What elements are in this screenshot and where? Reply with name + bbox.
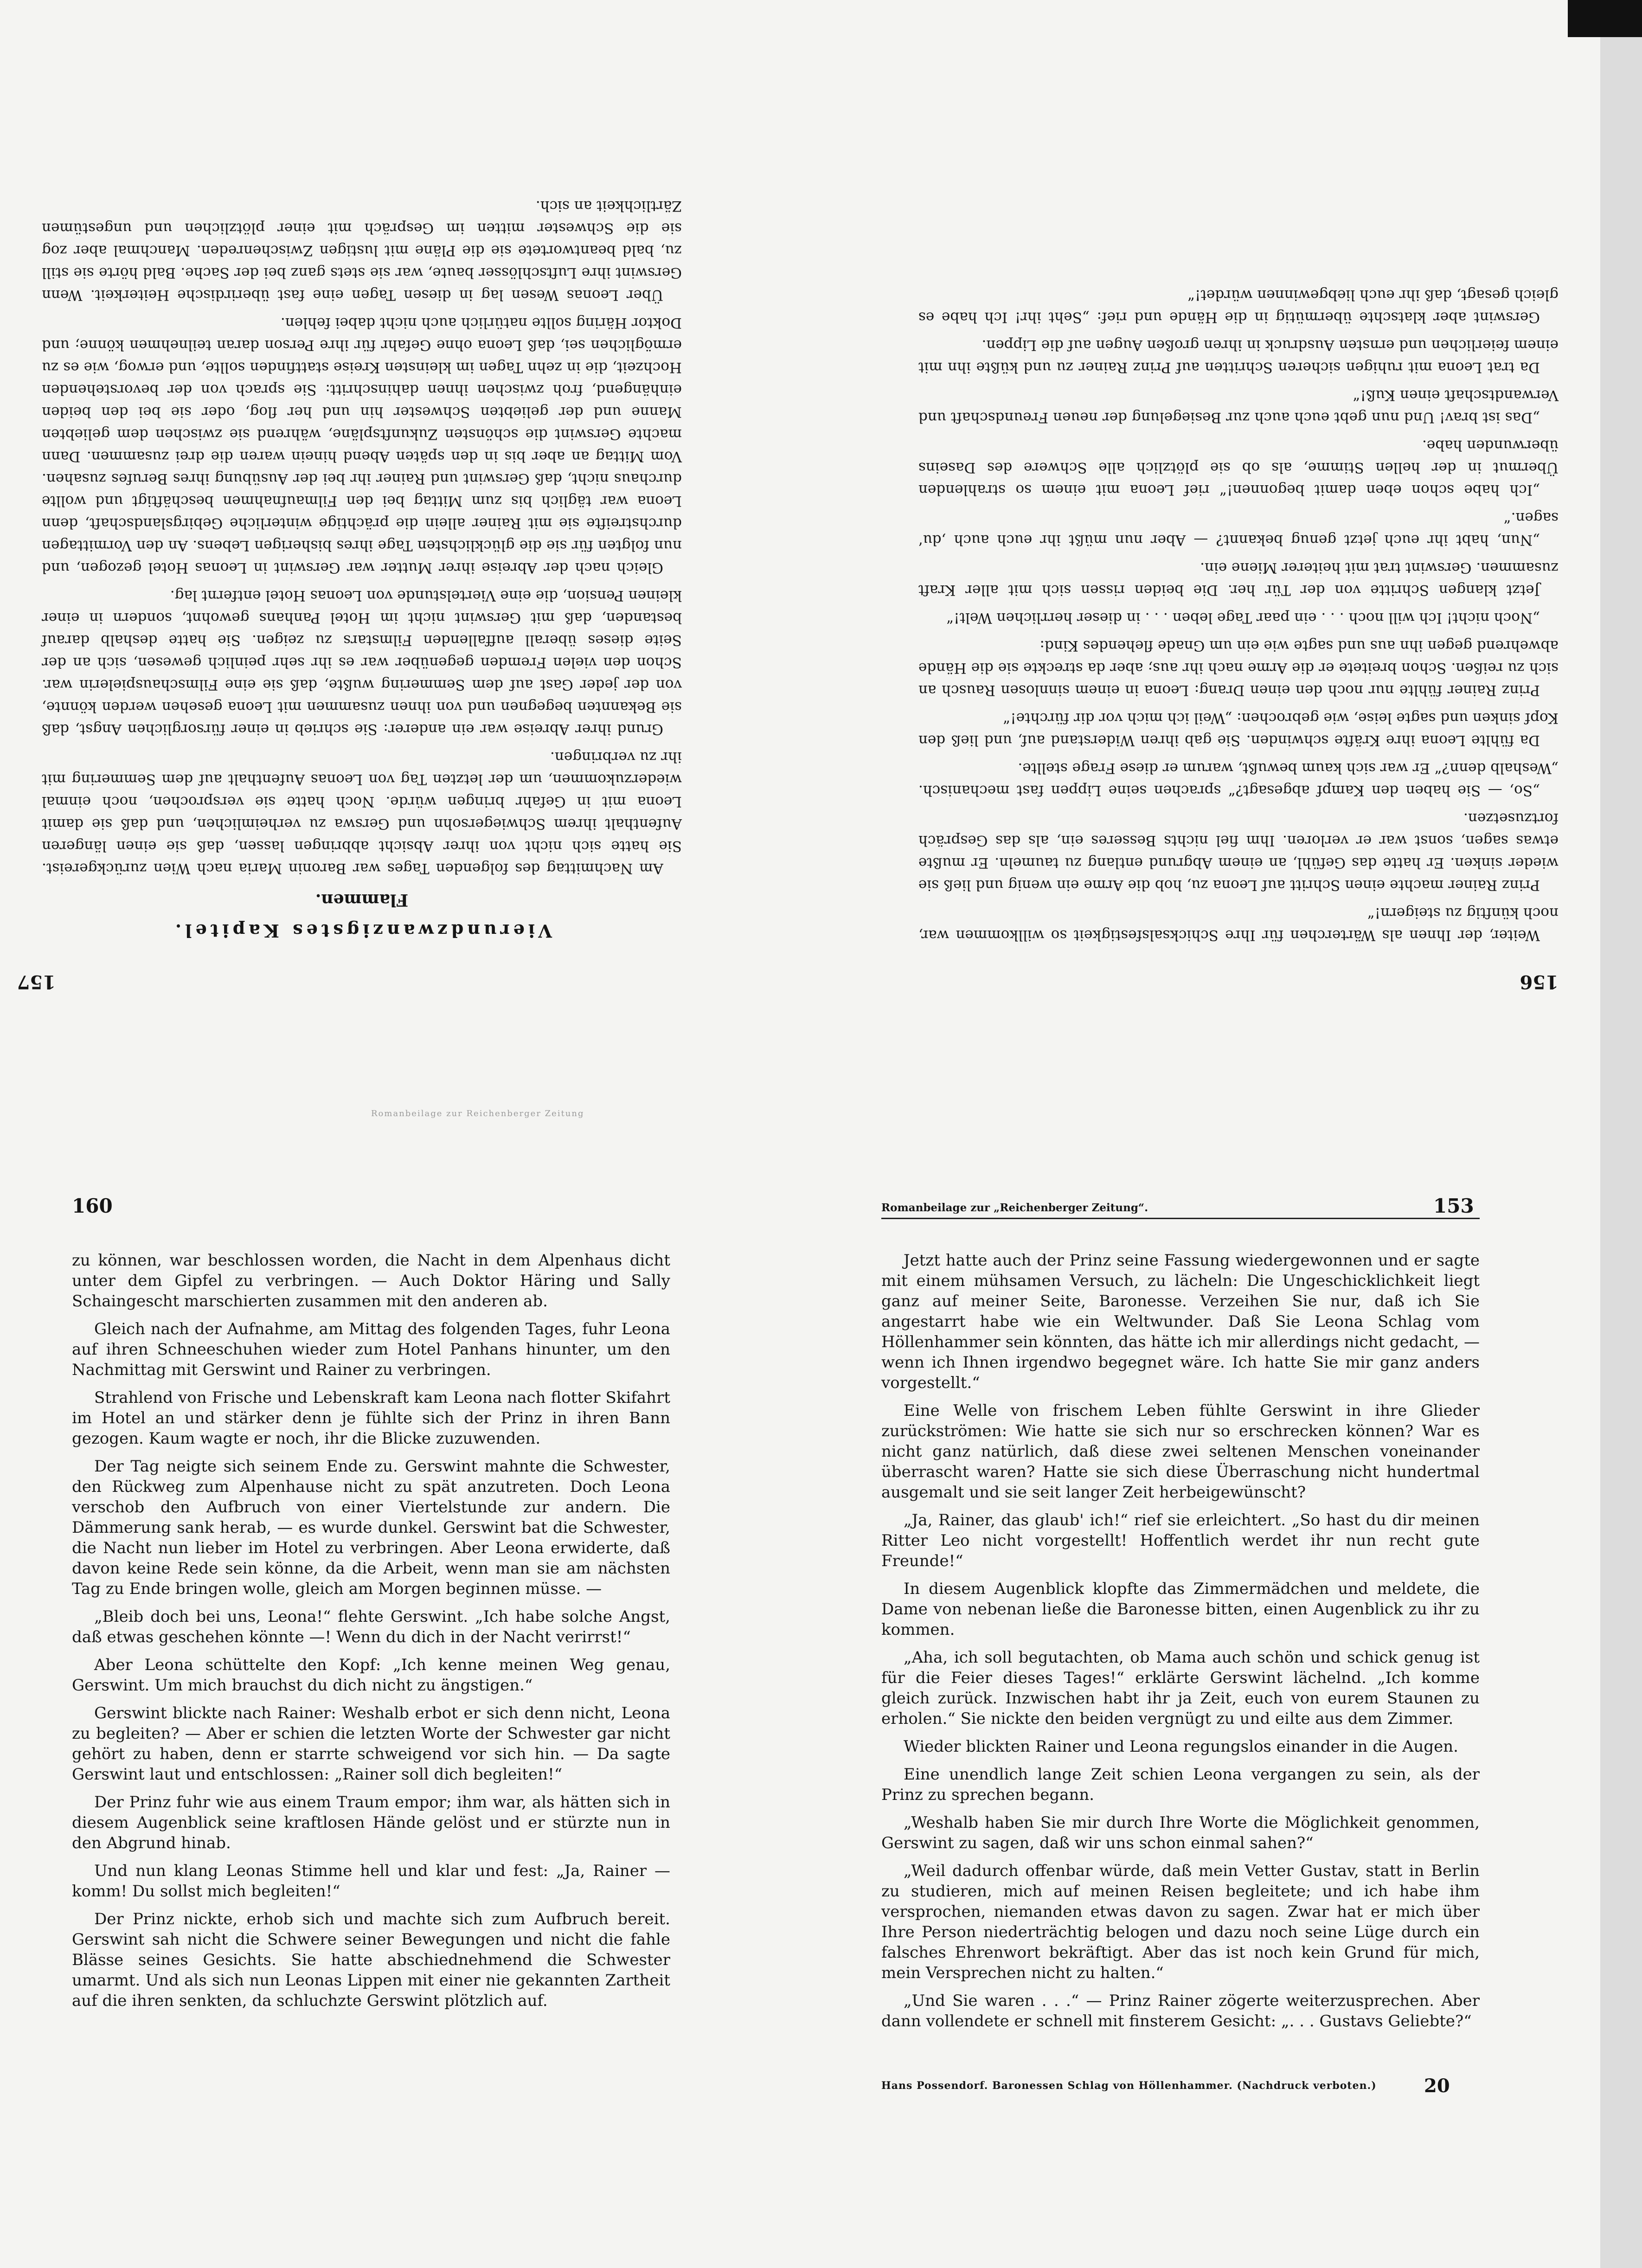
paragraph: Prinz Rainer fühlte nur noch den einen Drang: Leona in einem sinnlosen Rausch an sich zu reißen. Schon breitete er die Arme nach ihr aus; aber da streckte sie die Hände abwehrend gegen ihn aus und sagte wie ein um Gnade flehendes Kind: bbox=[918, 637, 1559, 699]
paragraph: Der Prinz nickte, erhob sich und machte sich zum Aufbruch bereit. Gerswint sah nicht die Schwere seiner Bewegungen und nicht die fahle Blässe seines Gesichts. Sie hatte abschiednehmend die Schwester umarmt. Und als sich nun Leonas Lippen mit einer nie gekannten Zartheit auf die ihren senkten, da schluchzte Gerswint plötzlich auf. bbox=[72, 1910, 670, 2010]
paragraph: Eine unendlich lange Zeit schien Leona vergangen zu sein, als der Prinz zu sprechen begann. bbox=[881, 1765, 1480, 1804]
page-number-156: 156 bbox=[1520, 971, 1559, 993]
paragraph: „Das ist brav! Und nun gebt euch auch zur Besiegelung der neuen Freundschaft und Verwandtschaft einen Kuß!“ bbox=[918, 387, 1559, 426]
paragraph: „Weshalb haben Sie mir durch Ihre Worte die Möglichkeit genommen, Gerswint zu sagen, daß wir uns schon einmal sahen?“ bbox=[881, 1813, 1480, 1852]
paragraph: Jetzt klangen Schritte von der Tür her. Die beiden rissen sich mit aller Kraft zusammen. Gerswint trat mit heiterer Miene ein. bbox=[918, 559, 1559, 598]
paragraph: Eine Welle von frischem Leben fühlte Gerswint in ihre Glieder zurückströmen: Wie hatte sie sich nur so erschrecken können? War es nicht ganz natürlich, daß diese zwei seltenen Menschen voneinander überrascht waren? Hatte sie sich diese Überraschung nicht hundertmal ausgemalt und sie seit langer Zeit herbeigewünscht? bbox=[881, 1401, 1480, 1502]
page-number-157: 157 bbox=[17, 971, 56, 993]
paragraph: „Nun, habt ihr euch jetzt genug bekannt? — Aber nun müßt ihr euch auch ‚du‘ sagen.“ bbox=[918, 509, 1559, 548]
paragraph: „So, — Sie haben den Kampf abgesagt?“ sprachen seine Lippen fast mechanisch. „Weshalb denn?“ Er war sich kaum bewußt, warum er diese Frage stellte. bbox=[918, 760, 1559, 799]
paragraph: „Und Sie waren . . .“ — Prinz Rainer zögerte weiterzusprechen. Aber dann vollendete er schnell mit finsterem Gesicht: „. . . Gustavs Geliebte?“ bbox=[881, 1992, 1480, 2030]
paragraph: Wieder blickten Rainer und Leona regungslos einander in die Augen. bbox=[904, 1737, 1458, 1756]
paragraph: Prinz Rainer machte einen Schritt auf Leona zu, hob die Arme ein wenig und ließ sie wieder sinken. Er hatte das Gefühl, an einem Abgrund entlang zu taumeln. Er mußte etwas sagen, sonst war er verloren. Ihm fiel nichts Besseres ein, als das Gespräch fortzusetzen. bbox=[918, 810, 1559, 893]
paragraph: In diesem Augenblick klopfte das Zimmermädchen und meldete, die Dame von nebenan ließe die Baronesse bitten, einen Augenblick zu ihr zu kommen. bbox=[881, 1580, 1480, 1639]
upside-down-pages bbox=[0, 0, 1600, 1021]
paragraph: Da trat Leona mit ruhigen sicheren Schritten auf Prinz Rainer zu und küßte ihn mit einem feierlichen und ernsten Ausdruck in ihren großen Augen auf die Lippen. bbox=[918, 337, 1559, 376]
sheet-number: 20 bbox=[1424, 2075, 1450, 2097]
paragraph: Und nun klang Leonas Stimme hell und klar und fest: „Ja, Rainer — komm! Du sollst mich begleiten!“ bbox=[72, 1862, 670, 1901]
paragraph: „Ich habe schon eben damit begonnen!“ rief Leona mit einem so strahlenden Übermut in der hellen Stimme, als ob sie plötzlich alle Schwere des Daseins überwunden habe. bbox=[918, 437, 1559, 498]
paragraph: Da fühlte Leona ihre Kräfte schwinden. Sie gab ihren Widerstand auf, und ließ den Kopf sinken und sagte leise, wie gebrochen: „Weil ich mich vor dir fürchte!“ bbox=[918, 710, 1559, 749]
paragraph: Jetzt hatte auch der Prinz seine Fassung wiedergewonnen und er sagte mit einem mühsamen Versuch, zu lächeln: Die Ungeschicklichkeit liegt ganz auf meiner Seite, Baronesse. Verzeihen Sie nur, daß ich Sie angestarrt habe wie ein Weltwunder. Daß Sie Leona Schlag vom Höllenhammer sein könnten, das hätte ich mir allerdings nicht gedacht, — wenn ich Ihnen irgendwo begegnet wäre. Ich hatte Sie mir ganz anders vorgestellt.“ bbox=[881, 1251, 1480, 1392]
scan-edge bbox=[1600, 0, 1642, 2268]
paragraph: Der Prinz fuhr wie aus einem Traum empor; ihm war, als hätten sich in diesem Augenblick seine kraftlosen Hände gelöst und er stürzte nun in den Abgrund hinab. bbox=[72, 1793, 670, 1852]
page-156-column bbox=[918, 278, 1559, 946]
paragraph: Strahlend von Frische und Lebenskraft kam Leona nach flotter Skifahrt im Hotel an und stärker denn je fühlte sich der Prinz in ihren Bann gezogen. Kaum wagte er noch, ihr die Blicke zuzuwenden. bbox=[72, 1388, 670, 1448]
paragraph: Über Leonas Wesen lag in diesen Tagen eine fast überirdische Heiterkeit. Wenn Gerswint ihre Luftschlösser baute, war sie stets ganz bei der Sache. Bald hörte sie still zu, bald beantwortete sie die Pläne mit lustigen Zwischenreden. Manchmal aber zog sie die Schwester mitten im Gespräch mit einer plötzlichen und ungestümen Zärtlichkeit an sich. bbox=[42, 198, 682, 303]
paragraph: Gerswint aber klatschte übermütig in die Hände und rief: „Seht ihr! Ich habe es gleich gesagt, daß ihr euch liebgewinnen würdet!“ bbox=[918, 287, 1559, 326]
paragraph: Gerswint blickte nach Rainer: Weshalb erbot er sich denn nicht, Leona zu begleiten? — Aber er schien die letzten Worte der Schwester gar nicht gehört zu haben, denn er starrte schweigend vor sich hin. — Da sagte Gerswint laut und entschlossen: „Rainer soll dich begleiten!“ bbox=[72, 1704, 670, 1784]
footer-credit: Hans Possendorf. Baronessen Schlag von Höllenhammer. (Nachdruck verboten.) bbox=[881, 2080, 1377, 2092]
paragraph: Gleich nach der Aufnahme, am Mittag des folgenden Tages, fuhr Leona auf ihren Schneeschuhen wieder zum Hotel Panhans hinunter, um den Nachmittag mit Gerswint und Rainer zu verbringen. bbox=[72, 1320, 670, 1379]
paragraph: Weiter, der Ihnen als Wärterchen für Ihre Schicksalsfestigkeit so willkommen war, noch künftig zu steigern!“ bbox=[918, 905, 1559, 944]
scan-corner bbox=[1568, 0, 1642, 37]
paragraph: „Bleib doch bei uns, Leona!“ flehte Gerswint. „Ich habe solche Angst, daß etwas geschehen könnte —! Wenn du dich in der Nacht verirrst!“ bbox=[72, 1607, 670, 1646]
page-160-column bbox=[72, 1250, 670, 2018]
paragraph: zu können, war beschlossen worden, die Nacht in dem Alpenhaus dicht unter dem Gipfel zu verbringen. — Auch Doktor Häring und Sally Schaingescht marschierten zusammen mit den anderen ab. bbox=[72, 1251, 670, 1311]
chapter-title: Flammen. bbox=[315, 890, 409, 910]
paragraph: „Noch nicht! Ich will noch . . . ein paar Tage leben . . . in dieser herrlichen Welt!“ bbox=[946, 610, 1540, 626]
paragraph: Gleich nach der Abreise ihrer Mutter war Gerswint in Leonas Hotel gezogen, und nun folgten für sie die glücklichsten Tage ihres bisherigen Lebens. An den Vormittagen durchstreifte sie mit Rainer allein die prächtige winterliche Gebirgslandschaft, denn Leona war täglich bis zum Mittag bei den Filmaufnahmen beschäftigt und wollte durchaus nicht, daß Gerswint und Rainer ihr bei der Ausübung ihres Berufes zusahen. Vom Mittag an aber bis in den späten Abend hinein waren die drei zusammen. Dann machte Gerswint die schönsten Zukunftspläne, während sie zwischen dem geliebten Manne und der geliebten Schwester hin und her flog, oder sie bei den beiden einhängend, froh zwischen ihnen dahinschritt: Sie sprach von der bevorstehenden Hochzeit, die in zehn Tagen im kleinsten Kreise stattfinden sollte, und erwog, wie es zu ermöglichen sei, daß Leona ohne Gefahr für ihre Person daran teilnehmen könne; und Doktor Häring sollte natürlich auch nicht dabei fehlen. bbox=[42, 315, 682, 576]
page-number-153: 153 bbox=[1433, 1195, 1474, 1217]
paragraph: „Weil dadurch offenbar würde, daß mein Vetter Gustav, statt in Berlin zu studieren, mich auf meinen Reisen begleitete; und ich habe ihm versprochen, niemanden etwas davon zu sagen. Zwar hat er mich über Ihre Person niederträchtig belogen und dazu noch seine Lüge durch ein falsches Ehrenwort bekräftigt. Aber das ist noch kein Grund für mich, mein Versprechen nicht zu halten.“ bbox=[881, 1862, 1480, 1982]
page-157-column bbox=[42, 189, 682, 946]
fold-bleed-text: Romanbeilage zur Reichenberger Zeitung bbox=[371, 1109, 584, 1118]
paragraph: „Aha, ich soll begutachten, ob Mama auch schön und schick genug ist für die Feier dieses Tages!“ erklärte Gerswint lächelnd. „Ich komme gleich zurück. Inzwischen habt ihr ja Zeit, euch von eurem Staunen zu erholen.“ Sie nickte den beiden vergnügt zu und eilte aus dem Zimmer. bbox=[881, 1648, 1480, 1728]
page-153-column bbox=[881, 1250, 1480, 2039]
chapter-heading: Vierundzwanzigstes Kapitel. bbox=[171, 920, 552, 941]
masthead-rule bbox=[881, 1218, 1480, 1219]
page-number-160: 160 bbox=[72, 1195, 113, 1217]
paragraph: Der Tag neigte sich seinem Ende zu. Gerswint mahnte die Schwester, den Rückweg zum Alpenhause nicht zu spät anzutreten. Doch Leona verschob den Aufbruch von einer Viertelstunde zur andern. Die Dämmerung sank herab, — es wurde dunkel. Gerswint bat die Schwester, die Nacht nun lieber im Hotel zu verbringen. Aber Leona erwiderte, daß davon keine Rede sein könne, da die Arbeit, wenn man sie am nächsten Tag zu Ende bringen wolle, gleich am Morgen beginnen müsse. — bbox=[72, 1457, 670, 1598]
paragraph: „Ja, Rainer, das glaub' ich!“ rief sie erleichtert. „So hast du dir meinen Ritter Leo nicht vorgestellt! Hoffentlich werdet ihr nun recht gute Freunde!“ bbox=[881, 1511, 1480, 1570]
paragraph: Aber Leona schüttelte den Kopf: „Ich kenne meinen Weg genau, Gerswint. Um mich brauchst du dich nicht zu ängstigen.“ bbox=[72, 1656, 670, 1695]
masthead: Romanbeilage zur „Reichenberger Zeitung“. bbox=[881, 1201, 1148, 1214]
paragraph: Grund ihrer Abreise war ein anderer: Sie schrieb in einer fürsorglichen Angst, daß sie Bekannten begegnen und von ihnen zusammen mit Leona gesehen werden könnte, von der jeder Gast auf dem Semmering wußte, daß sie eine Filmschauspielerin war. Schon den vielen Fremden gegenüber war es ihr sehr peinlich gewesen, sich an der Seite dieses überall auffallenden Filmstars zu zeigen. Sie hatte deshalb darauf bestanden, daß mit Gerswint nicht im Hotel Panhans gewohnt, sondern in einer kleinen Pension, die eine Viertelstunde von Leonas Hotel entfernt lag. bbox=[42, 587, 682, 738]
paragraph: Am Nachmittag des folgenden Tages war Baronin Maria nach Wien zurückgereist. Sie hatte sich nicht von ihrer Absicht abbringen lassen, daß sie einen längeren Aufenthalt ihrem Schwiegersohn und Gerswa zu verheimlichen, und daß sie damit Leona mit in Gefahr bringen würde. Noch hatte sie versprochen, noch einmal wiederzukommen, um der letzten Tag von Leonas Aufenthalt auf dem Semmering mit ihr zu verbringen. bbox=[42, 749, 682, 877]
